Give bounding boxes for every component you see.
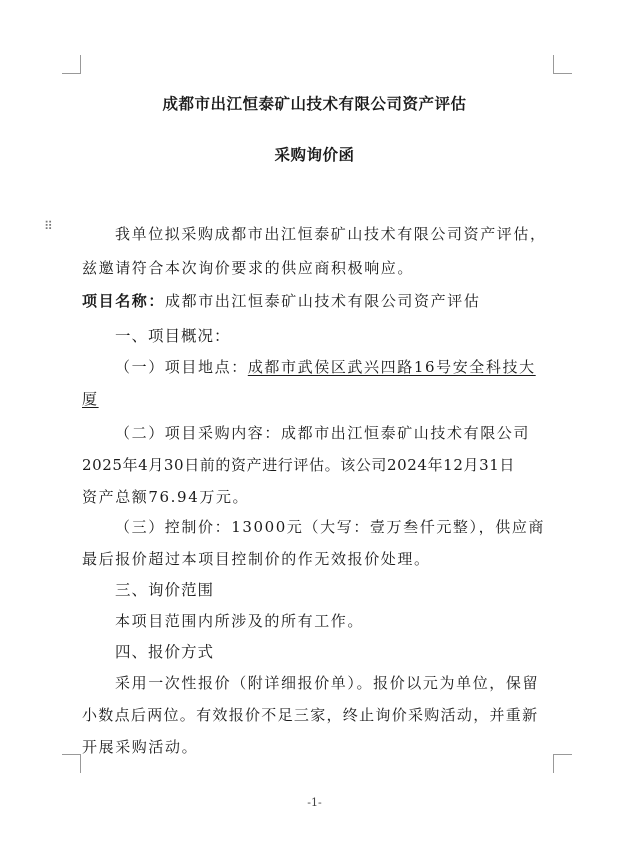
section-3-body: 本项目范围内所涉及的所有工作。 [115, 612, 365, 630]
item-1-value-continued: 厦 [82, 390, 99, 408]
intro-line-1: 我单位拟采购成都市出江恒泰矿山技术有限公司资产评估， [115, 225, 547, 243]
item-3-line-2: 最后报价超过本项目控制价的作无效报价处理。 [82, 550, 431, 568]
project-name-row [82, 290, 480, 311]
document-title: 成都市出江恒泰矿山技术有限公司资产评估 [162, 95, 467, 113]
section-3-heading: 三、询价范围 [115, 581, 215, 599]
crop-mark-bottom-left [62, 754, 81, 773]
section-1-heading: 一、项目概况： [115, 327, 231, 345]
document-subtitle: 采购询价函 [274, 146, 355, 164]
project-name-label: 项目名称： [82, 292, 166, 310]
section-4-line-1: 采用一次性报价（附详细报价单）。报价以元为单位，保留 [115, 674, 540, 692]
crop-mark-bottom-right [553, 754, 572, 773]
section-4-heading: 四、报价方式 [115, 643, 215, 661]
drag-handle-icon[interactable]: ⠿ [44, 219, 54, 233]
project-name-value: 成都市出江恒泰矿山技术有限公司资产评估 [165, 292, 481, 310]
item-1-row [115, 356, 536, 377]
item-2-line-3: 资产总额76.94万元。 [82, 488, 250, 506]
item-1-label: （一）项目地点： [115, 358, 248, 376]
crop-mark-top-left [62, 55, 81, 74]
item-3-line-1: （三）控制价：13000元（大写：壹万叁仟元整），供应商 [115, 518, 546, 536]
crop-mark-top-right [553, 55, 572, 74]
item-2-line-2: 2025年4月30日前的资产进行评估。该公司2024年12月31日 [82, 456, 515, 474]
section-4-line-2: 小数点后两位。有效报价不足三家，终止询价采购活动，并重新 [82, 706, 539, 724]
section-4-line-3: 开展采购活动。 [82, 738, 199, 756]
intro-line-2: 兹邀请符合本次询价要求的供应商积极响应。 [82, 259, 415, 277]
item-1-value: 成都市武侯区武兴四路16号安全科技大 [247, 358, 536, 376]
item-2-line-1: （二）项目采购内容：成都市出江恒泰矿山技术有限公司 [115, 424, 531, 442]
page-number: -1- [307, 796, 322, 809]
